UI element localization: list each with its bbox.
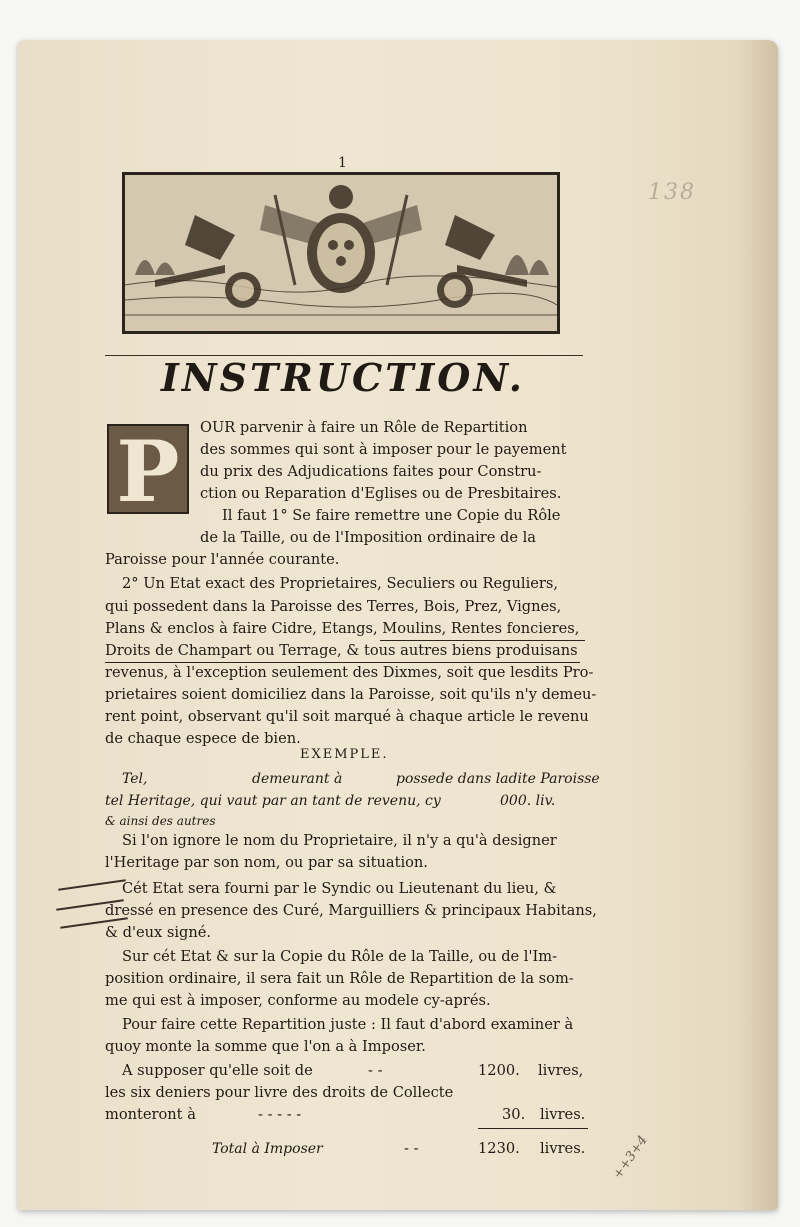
text-line: revenus, à l'exception seulement des Dixmes, soit que lesdits Pro- [105,664,594,681]
text-line: 2° Un Etat exact des Proprietaires, Seculiers ou Reguliers, [122,575,558,592]
exemple-text: tel Heritage, qui vaut par an tant de revenu, cy [105,793,441,809]
margin-note: 138 [648,180,696,205]
text-line: OUR parvenir à faire un Rôle de Repartition [200,419,528,436]
calc-unit: livres, [538,1062,584,1079]
calc-dashes: - - [368,1062,383,1079]
text-line: ction ou Reparation d'Eglises ou de Presbitaires. [200,485,562,502]
text-line: Pour faire cette Repartition juste : Il faut d'abord examiner à [122,1016,574,1033]
text-line: de la Taille, ou de l'Imposition ordinaire de la [200,529,536,546]
text-line: position ordinaire, il sera fait un Rôle de Repartition de la som- [105,970,574,987]
page-number: 1 [338,155,347,171]
headpiece-engraving [122,172,560,334]
text-line: de chaque espece de bien. [105,730,301,747]
text-line: l'Heritage par son nom, ou par sa situation. [105,854,428,871]
text-line: Plans & enclos à faire Cidre, Etangs, Moulins, Rentes foncieres, [105,620,580,637]
calc-amount: 1200. [478,1062,520,1079]
text-line: prietaires soient domiciliez dans la Paroisse, soit qu'ils n'y demeu- [105,686,597,703]
exemple-heading: EXEMPLE. [300,747,389,762]
exemple-text: demeurant à [252,771,343,787]
calc-dashes: - - [404,1140,419,1157]
exemple-text: & ainsi des autres [105,814,216,828]
text-line: Si l'on ignore le nom du Proprietaire, il n'y a qu'à designer [122,832,557,849]
text-line: me qui est à imposer, conforme au modele cy-aprés. [105,992,491,1009]
text-line: Sur cét Etat & sur la Copie du Rôle de la Taille, ou de l'Im- [122,948,558,965]
exemple-text: Tel, [122,771,148,787]
text-line: du prix des Adjudications faites pour Constru- [200,463,542,480]
drop-cap-ornament [107,422,189,521]
text-line: qui possedent dans la Paroisse des Terres, Bois, Prez, Vignes, [105,598,562,615]
calc-dashes: - - - - - [258,1106,302,1123]
page-title: INSTRUCTION. [161,355,525,400]
exemple-amount: 000. liv. [500,793,556,809]
text-line: quoy monte la somme que l'on a à Imposer. [105,1038,426,1055]
text-line: Cét Etat sera fourni par le Syndic ou Lieutenant du lieu, & [122,880,557,897]
total-unit: livres. [540,1140,586,1157]
calc-amount: 30. [502,1106,526,1123]
calc-unit: livres. [540,1106,586,1123]
text-line: & d'eux signé. [105,924,212,941]
text-line: Paroisse pour l'année courante. [105,551,340,568]
calc-text: monteront à [105,1106,196,1123]
calc-text: les six deniers pour livre des droits de Collecte [105,1084,454,1101]
text-line: des sommes qui sont à imposer pour le payement [200,441,567,458]
text-line: Droits de Champart ou Terrage, & tous autres biens produisans [105,642,578,659]
text-line: Il faut 1° Se faire remettre une Copie du Rôle [222,507,561,524]
calc-text: A supposer qu'elle soit de [122,1062,313,1079]
text-line: dressé en presence des Curé, Marguilliers & principaux Habitans, [105,902,597,919]
pen-underline [380,640,585,641]
sum-rule [478,1128,588,1129]
drop-cap-letter: P [116,422,180,521]
pen-underline [105,662,580,663]
text-line: rent point, observant qu'il soit marqué à chaque article le revenu [105,708,589,725]
total-label: Total à Imposer [212,1141,323,1157]
total-amount: 1230. [478,1140,520,1157]
exemple-text: possede dans ladite Paroisse [396,771,600,787]
margin-scribble: ++3+4 [610,1133,651,1182]
